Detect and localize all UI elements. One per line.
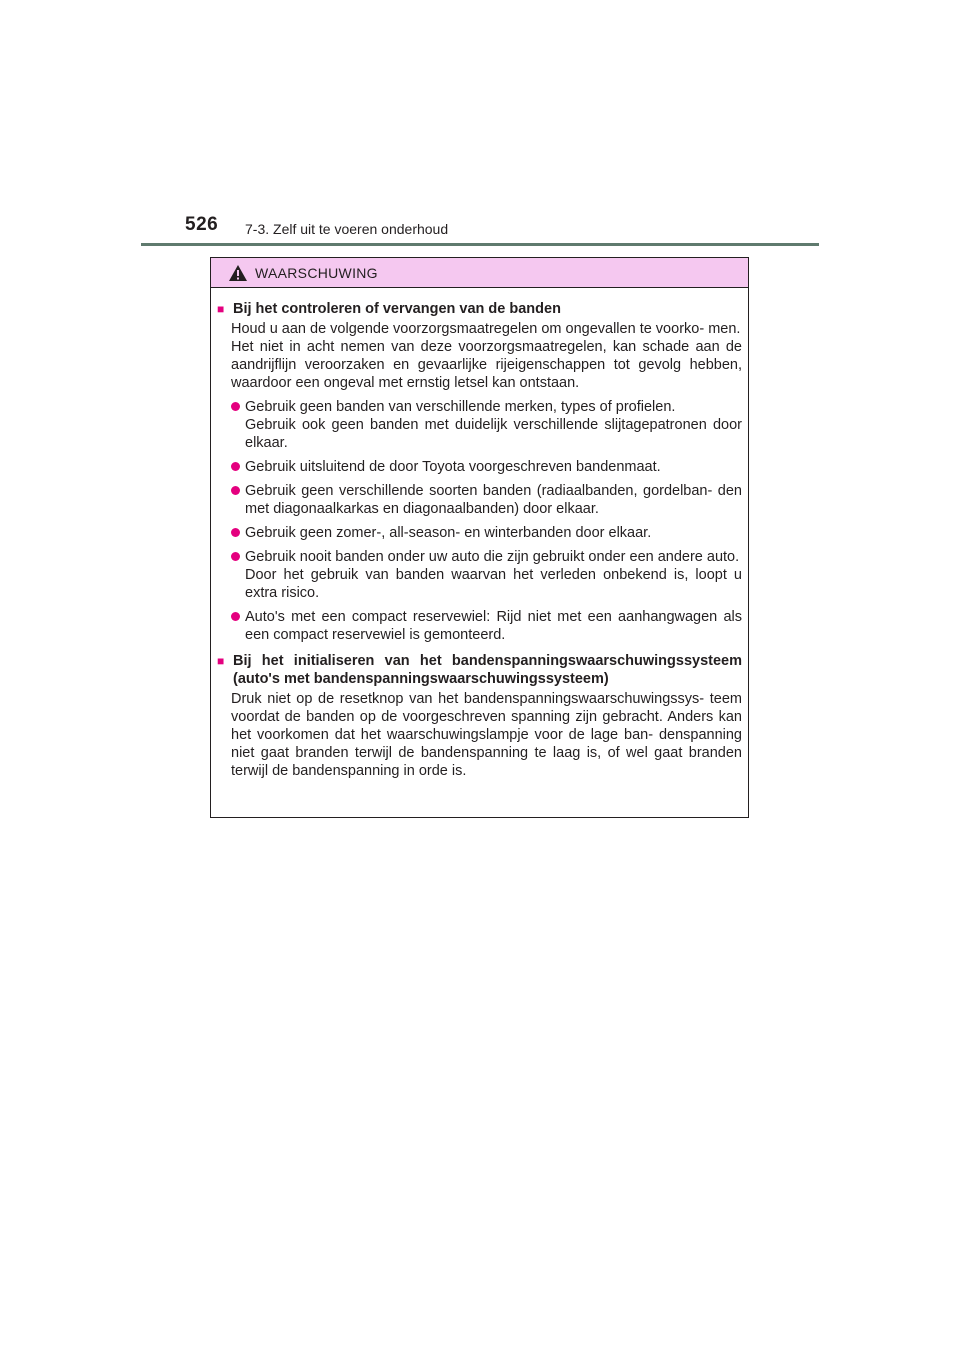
list-item-line: Door het gebruik van banden waarvan het verleden onbekend is, loopt u extra risico. [245,567,742,601]
warning-body [211,288,748,780]
square-bullet-icon: ■ [217,654,225,668]
header-rule [141,243,819,246]
dot-bullet-icon [231,612,240,621]
section-paragraph: Houd u aan de volgende voorzorgsmaatregelen om ongevallen te voorko- men. [231,321,741,337]
list-item-text [245,458,742,476]
list-item-line: Gebruik geen zomer-, all-season- en winterbanden door elkaar. [245,525,652,541]
section-heading-text: Bij het controleren of vervangen van de banden [233,301,561,317]
warning-header [211,258,748,288]
list-item [231,482,742,518]
list-item-line: Gebruik geen banden van verschillende merken, types of profielen. [245,399,676,415]
dot-bullet-icon [231,462,240,471]
dot-bullet-icon [231,552,240,561]
section-heading-text: Bij het initialiseren van het bandenspanningswaarschuwingssysteem (auto's met bandenspanningswaarschuwingssysteem) [233,653,742,687]
section-title: 7-3. Zelf uit te voeren onderhoud [245,221,449,237]
list-item-line: Gebruik ook geen banden met duidelijk verschillende slijtagepatronen door elkaar. [245,417,742,451]
list-item [231,608,742,644]
warning-section [217,300,742,644]
dot-bullet-icon [231,486,240,495]
section-heading [217,652,742,688]
page-number: 526 [185,214,219,235]
warning-box [210,257,749,818]
list-item-text [245,524,742,542]
warning-title: WAARSCHUWING [255,264,378,281]
list-item-line: Gebruik geen verschillende soorten banden (radiaalbanden, gordelban- den met diagonaalkarkas en diagonaalbanden) door elkaar. [245,483,742,517]
list-item [231,524,742,542]
section-paragraph: Druk niet op de resetknop van het bandenspanningswaarschuwingssys- teem voordat de banden op de voorgeschreven spanning zijn gebracht. Anders kan het voorkomen dat het waarschuwingslampje voor de lage ban- denspanning niet gaat branden terwijl de bandenspanning te laag is, of wel gaat branden terwijl de bandenspanning in orde is. [231,691,742,779]
square-bullet-icon: ■ [217,302,225,316]
list-item-text [245,398,742,452]
warning-triangle-icon [228,264,248,282]
list-item [231,548,742,602]
warning-section [217,652,742,780]
bullet-list [217,398,742,644]
list-item [231,398,742,452]
dot-bullet-icon [231,402,240,411]
dot-bullet-icon [231,528,240,537]
list-item-line: Auto's met een compact reservewiel: Rijd niet met een aanhangwagen als een compact reservewiel is gemonteerd. [245,609,742,643]
section-paragraph: Het niet in acht nemen van deze voorzorgsmaatregelen, kan schade aan de aandrijflijn veroorzaken en gevaarlijke rijeigenschappen tot gevolg hebben, waardoor een ongeval met ernstig letsel kan ontstaan. [231,339,742,391]
list-item-line: Gebruik uitsluitend de door Toyota voorgeschreven bandenmaat. [245,459,661,475]
section-heading [217,300,742,318]
list-item-line: Gebruik nooit banden onder uw auto die zijn gebruikt onder een andere auto. [245,549,740,565]
list-item-text [245,482,742,518]
list-item [231,458,742,476]
list-item-text [245,608,742,644]
list-item-text [245,548,742,602]
